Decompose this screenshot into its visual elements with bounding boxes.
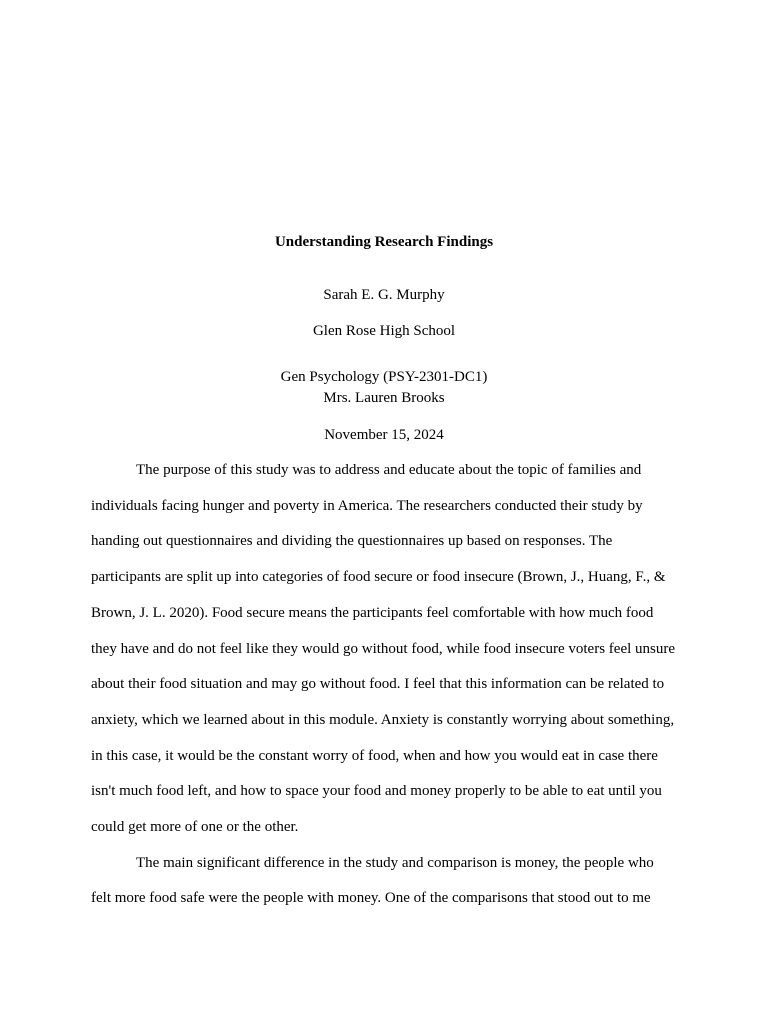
paragraph-line: The purpose of this study was to address and educate about the topic of families and [136,462,642,478]
paragraph-line: handing out questionnaires and dividing the questionnaires up based on responses. The [91,533,613,549]
paragraph-line: in this case, it would be the constant worry of food, when and how you would eat in case there [91,748,658,764]
school-name: Glen Rose High School [312,323,456,339]
author-name: Sarah E. G. Murphy [323,287,445,303]
document-date: November 15, 2024 [324,427,444,443]
paragraph-line: could get more of one or the other. [91,819,299,835]
paragraph-line: individuals facing hunger and poverty in America. The researchers conducted their study by [91,498,643,514]
paragraph-line: Brown, J. L. 2020). Food secure means the participants feel comfortable with how much food [91,605,654,621]
paragraph-line: anxiety, which we learned about in this module. Anxiety is constantly worrying about something, [91,712,675,728]
paragraph-line: about their food situation and may go without food. I feel that this information can be related to [91,676,665,692]
paragraph-line: they have and do not feel like they would go without food, while food insecure voters feel unsure [91,641,676,657]
instructor-name: Mrs. Lauren Brooks [323,390,445,406]
paragraph-line: isn't much food left, and how to space your food and money properly to be able to eat until you [91,783,662,799]
paragraph-line: The main significant difference in the study and comparison is money, the people who [136,855,654,871]
course-name: Gen Psychology (PSY-2301-DC1) [280,369,488,385]
paragraph-line: participants are split up into categories of food secure or food insecure (Brown, J., Huang, F., & [91,569,666,585]
paragraph-line: felt more food safe were the people with money. One of the comparisons that stood out to me [91,890,651,906]
document-title: Understanding Research Findings [274,234,494,250]
